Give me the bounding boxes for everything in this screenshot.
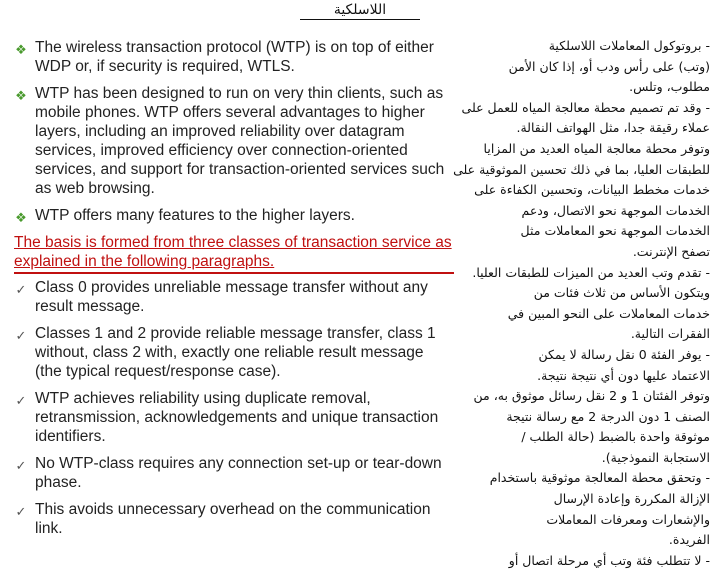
- bullet-item: [14, 324, 454, 381]
- arabic-line: تصفح الإنترنت.: [632, 243, 710, 259]
- arabic-line: - يوفر الفئة 0 نقل رسالة لا يمكن: [538, 346, 710, 362]
- arabic-line: وتوفر الفئتان 1 و 2 نقل رسائل موثوق به، من: [473, 388, 710, 404]
- highlighted-sentence: The basis is formed from three classes of transaction service as explained in the following paragraphs.: [14, 233, 454, 274]
- bullet-text: WTP offers many features to the higher layers.: [35, 207, 355, 224]
- bullet-item: [14, 84, 454, 198]
- arabic-line: مطلوب، وتلس.: [629, 79, 710, 95]
- arabic-line: الصنف 1 دون الدرجة 2 مع رسالة نتيجة: [506, 408, 710, 424]
- arabic-line: موثوقة واحدة بالضبط (حالة الطلب /: [521, 429, 710, 445]
- arabic-line: للطبقات العليا، بما في ذلك تحسين الموثوقية على: [453, 161, 710, 177]
- bullet-text: WTP has been designed to run on very thin clients, such as mobile phones. WTP offers several advantages to higher layers, including an improved reliability over datagram services, improved efficiency over connection-oriented services, and support for transaction-oriented services such as web browsing.: [35, 85, 445, 197]
- arabic-line: - وتحقق محطة المعالجة موثوقية باستخدام: [489, 470, 710, 486]
- bullet-text: Class 0 provides unreliable message transfer without any result message.: [35, 279, 428, 315]
- checkmark-bullet-icon: ✓: [15, 328, 27, 343]
- arabic-line: الفقرات التالية.: [630, 326, 710, 342]
- checkmark-bullet-icon: ✓: [15, 282, 27, 297]
- bullet-item: [14, 278, 454, 316]
- arabic-line: الاعتماد عليها دون أي نتيجة نتيجة.: [537, 367, 710, 383]
- arabic-line: ويتكون الأساس من ثلاث فئات من: [533, 285, 710, 301]
- bullet-item: [14, 500, 454, 538]
- bullet-item: [14, 206, 454, 225]
- arabic-line: الاستجابة النموذجية).: [601, 449, 710, 465]
- diamond-bullet-icon: ❖: [15, 210, 27, 225]
- checkmark-bullet-icon: ✓: [15, 393, 27, 408]
- arabic-line: عملاء رقيقة جدا، مثل الهواتف النقالة.: [516, 120, 710, 136]
- bullet-text: The wireless transaction protocol (WTP) is on top of either WDP or, if security is required, WTLS.: [35, 39, 434, 75]
- bullet-item: [14, 389, 454, 446]
- slide-title-text: اللاسلكية: [300, 2, 420, 20]
- arabic-translation: [448, 36, 710, 571]
- bullet-text: No WTP-class requires any connection set-up or tear-down phase.: [35, 455, 442, 491]
- arabic-line: - وقد تم تصميم محطة معالجة المياه للعمل على: [461, 99, 710, 115]
- bullet-item: [14, 454, 454, 492]
- arabic-line: خدمات المعاملات على النحو المبين في: [507, 305, 710, 321]
- arabic-line: وتوفر محطة معالجة المياه العديد من المزايا: [483, 140, 710, 156]
- arabic-line: الإزالة المكررة وإعادة الإرسال: [553, 491, 710, 507]
- arabic-line: - بروتوكول المعاملات اللاسلكية: [548, 38, 710, 53]
- bullet-text: WTP achieves reliability using duplicate removal, retransmission, acknowledgements and unique transaction identifiers.: [35, 390, 439, 445]
- checkmark-bullet-icon: ✓: [15, 504, 27, 519]
- slide-title: [0, 2, 720, 20]
- checkmark-bullet-icon: ✓: [15, 458, 27, 473]
- arabic-line: الفريدة.: [668, 532, 710, 548]
- arabic-line: خدمات مخطط البيانات، وتحسين الكفاءة على: [474, 182, 710, 198]
- arabic-line: - تقدم وتب العديد من الميزات للطبقات العليا.: [472, 264, 710, 280]
- diamond-bullet-icon: ❖: [15, 42, 27, 57]
- bullet-item: [14, 38, 454, 76]
- arabic-line: الخدمات الموجهة نحو الاتصال، ودعم: [521, 202, 710, 218]
- bullet-text: Classes 1 and 2 provide reliable message transfer, class 1 without, class 2 with, exactly one reliable result message (the typical request/response case).: [35, 325, 436, 380]
- arabic-line: والإشعارات ومعرفات المعاملات: [546, 511, 710, 527]
- bullet-text: This avoids unnecessary overhead on the communication link.: [35, 501, 431, 537]
- english-bullet-list: [14, 38, 454, 546]
- arabic-line: (وتب) على رأس ودب أو، إذا كان الأمن: [508, 58, 710, 74]
- diamond-bullet-icon: ❖: [15, 88, 27, 103]
- arabic-line: - لا تتطلب فئة وتب أي مرحلة اتصال أو: [508, 552, 710, 568]
- arabic-line: الخدمات الموجهة نحو المعاملات مثل: [520, 223, 710, 239]
